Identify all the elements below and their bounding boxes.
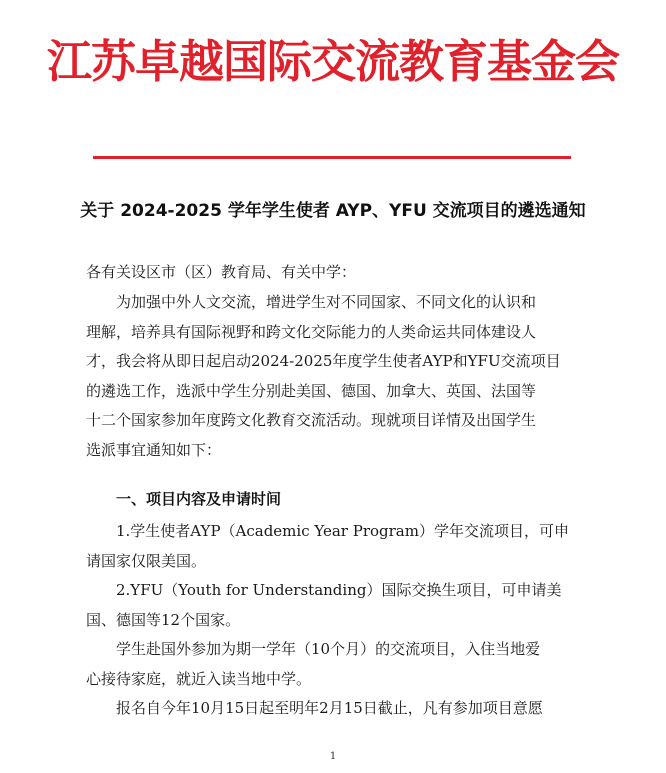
- registration-paragraph: [86, 694, 586, 724]
- item-line: 学生赴国外参加为期一学年（10个月）的交流项目，入住当地爱: [116, 640, 541, 658]
- item-line: 1.学生使者AYP（Academic Year Program）学年交流项目，可申: [116, 522, 569, 540]
- item-line: 请国家仅限美国。: [86, 551, 207, 570]
- salutation: 各有关设区市（区）教育局、有关中学：: [86, 263, 357, 281]
- duration-paragraph: [86, 635, 586, 694]
- document-title: 关于 2024-2025 学年学生使者 AYP、YFU 交流项目的遴选通知: [80, 201, 586, 221]
- intro-line: 才，我会将从即日起启动2024-2025年度学生使者AYP和YFU交流项目: [86, 352, 561, 370]
- letterhead-red-rule: [93, 156, 571, 159]
- intro-line: 十二个国家参加年度跨文化教育交流活动。现就项目详情及出国学生: [86, 411, 537, 429]
- intro-line: 为加强中外人文交流，增进学生对不同国家、不同文化的认识和: [116, 293, 537, 311]
- item-yfu-paragraph: [86, 576, 586, 635]
- item-line: 国、德国等12个国家。: [86, 610, 241, 629]
- item-line: 报名自今年10月15日起至明年2月15日截止，凡有参加项目意愿: [116, 699, 543, 717]
- item-line: 2.YFU（Youth for Understanding）国际交换生项目，可申请美: [116, 581, 562, 599]
- intro-line: 的遴选工作，选派中学生分别赴美国、德国、加拿大、英国、法国等: [86, 381, 537, 400]
- letterhead-org-name: 江苏卓越国际交流教育基金会: [46, 35, 619, 88]
- item-line: 心接待家庭，就近入读当地中学。: [86, 669, 312, 688]
- intro-paragraph: [86, 288, 586, 465]
- intro-line: 选派事宜通知如下：: [86, 440, 222, 459]
- intro-line: 理解，培养具有国际视野和跨文化交际能力的人类命运共同体建设人: [86, 322, 537, 341]
- item-ayp-paragraph: [86, 517, 586, 576]
- section-heading: 一、项目内容及申请时间: [116, 490, 282, 508]
- page-number: 1: [329, 751, 337, 762]
